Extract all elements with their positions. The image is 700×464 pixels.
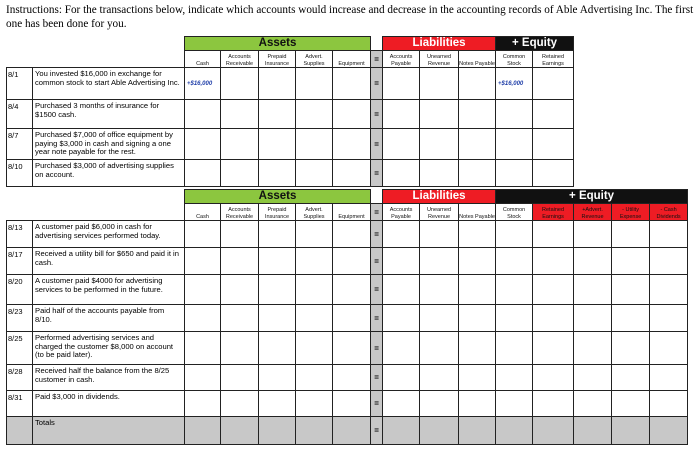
re-cell[interactable] <box>533 221 574 248</box>
transactions-table-1 <box>6 36 574 187</box>
stock-cell[interactable] <box>496 391 533 417</box>
col-cash-dividends: - Cash Dividends <box>650 204 688 221</box>
unearned-cell[interactable] <box>420 129 459 160</box>
row-description: Purchased $7,000 of office equipment by paying $3,000 in cash and signing a one year note payable for the rest. <box>33 129 185 160</box>
cash-cell[interactable] <box>185 305 221 332</box>
row-description: A customer paid $4000 for advertising services to be performed in the future. <box>33 275 185 305</box>
prepaid-cell[interactable] <box>259 305 296 332</box>
cash-cell[interactable] <box>185 248 221 275</box>
col-accounts-payable: Accounts Payable <box>383 51 420 68</box>
row-date: 8/7 <box>7 129 33 160</box>
stock-total[interactable] <box>496 417 533 445</box>
revenue-cell[interactable] <box>574 365 612 391</box>
ap-cell[interactable] <box>383 221 420 248</box>
equals-sign: = <box>371 275 383 305</box>
utility-cell[interactable] <box>612 391 650 417</box>
cash-cell[interactable] <box>185 129 221 160</box>
dividends-cell[interactable] <box>650 391 688 417</box>
dividends-cell[interactable] <box>650 305 688 332</box>
table-row <box>7 305 688 332</box>
supplies-total[interactable] <box>296 417 333 445</box>
re-cell[interactable] <box>533 68 574 100</box>
prepaid-cell[interactable] <box>259 160 296 187</box>
re-cell[interactable] <box>533 100 574 129</box>
ap-cell[interactable] <box>383 365 420 391</box>
col-prepaid-insurance: Prepaid Insurance <box>259 204 296 221</box>
ar-cell[interactable] <box>221 160 259 187</box>
notes-total[interactable] <box>459 417 496 445</box>
cash-cell[interactable] <box>185 332 221 365</box>
cash-cell[interactable]: +$16,000 <box>185 68 221 100</box>
stock-cell[interactable] <box>496 332 533 365</box>
equals-sign: = <box>371 391 383 417</box>
row-description: Paid $3,000 in dividends. <box>33 391 185 417</box>
row-date: 8/13 <box>7 221 33 248</box>
utility-cell[interactable] <box>612 305 650 332</box>
transactions-table-2 <box>6 189 688 445</box>
row-date: 8/17 <box>7 248 33 275</box>
unearned-cell[interactable] <box>420 365 459 391</box>
equity-header: + Equity <box>496 190 688 204</box>
row-description: Received a utility bill for $650 and paid it in cash. <box>33 248 185 275</box>
supplies-cell[interactable] <box>296 100 333 129</box>
prepaid-cell[interactable] <box>259 391 296 417</box>
equipment-cell[interactable] <box>333 248 371 275</box>
cash-total[interactable] <box>185 417 221 445</box>
re-cell[interactable] <box>533 160 574 187</box>
assets-header: Assets <box>185 190 371 204</box>
equals-sign: = <box>371 51 383 68</box>
col-common-stock: Common Stock <box>496 204 533 221</box>
col-advert-supplies: Advert. Supplies <box>296 51 333 68</box>
stock-cell[interactable]: +$16,000 <box>496 68 533 100</box>
notes-cell[interactable] <box>459 305 496 332</box>
row-description: A customer paid $6,000 in cash for advertising services performed today. <box>33 221 185 248</box>
prepaid-cell[interactable] <box>259 332 296 365</box>
ap-cell[interactable] <box>383 160 420 187</box>
ar-total[interactable] <box>221 417 259 445</box>
liabilities-header: Liabilities <box>383 37 496 51</box>
supplies-cell[interactable] <box>296 332 333 365</box>
utility-cell[interactable] <box>612 275 650 305</box>
table-row <box>7 100 574 129</box>
unearned-cell[interactable] <box>420 68 459 100</box>
prepaid-cell[interactable] <box>259 365 296 391</box>
notes-cell[interactable] <box>459 248 496 275</box>
re-cell[interactable] <box>533 305 574 332</box>
row-date: 8/23 <box>7 305 33 332</box>
equipment-cell[interactable] <box>333 160 371 187</box>
notes-cell[interactable] <box>459 100 496 129</box>
cash-cell[interactable] <box>185 100 221 129</box>
notes-cell[interactable] <box>459 221 496 248</box>
dividends-cell[interactable] <box>650 221 688 248</box>
equals-sign: = <box>371 305 383 332</box>
ar-cell[interactable] <box>221 100 259 129</box>
table-row <box>7 275 688 305</box>
revenue-cell[interactable] <box>574 275 612 305</box>
equipment-cell[interactable] <box>333 68 371 100</box>
col-retained-earnings: Retained Earnings <box>533 204 574 221</box>
col-unearned-revenue: Unearned Revenue <box>420 204 459 221</box>
re-cell[interactable] <box>533 365 574 391</box>
equipment-cell[interactable] <box>333 100 371 129</box>
table-row <box>7 221 688 248</box>
ap-cell[interactable] <box>383 275 420 305</box>
ap-cell[interactable] <box>383 129 420 160</box>
row-description: Performed advertising services and charged the customer $8,000 on account (to be paid later). <box>33 332 185 365</box>
stock-cell[interactable] <box>496 275 533 305</box>
ap-total[interactable] <box>383 417 420 445</box>
stock-cell[interactable] <box>496 221 533 248</box>
cash-cell[interactable] <box>185 221 221 248</box>
ar-cell[interactable] <box>221 248 259 275</box>
ap-cell[interactable] <box>383 68 420 100</box>
equals-sign: = <box>371 68 383 100</box>
supplies-cell[interactable] <box>296 221 333 248</box>
equipment-cell[interactable] <box>333 275 371 305</box>
supplies-cell[interactable] <box>296 68 333 100</box>
ar-cell[interactable] <box>221 275 259 305</box>
cash-cell[interactable] <box>185 391 221 417</box>
ar-cell[interactable] <box>221 365 259 391</box>
equals-sign: = <box>371 417 383 445</box>
equals-sign: = <box>371 204 383 221</box>
table-row <box>7 332 688 365</box>
col-accounts-payable: Accounts Payable <box>383 204 420 221</box>
notes-cell[interactable] <box>459 332 496 365</box>
re-cell[interactable] <box>533 275 574 305</box>
cash-cell[interactable] <box>185 275 221 305</box>
col-equipment: Equipment <box>333 204 371 221</box>
table-row <box>7 160 574 187</box>
utility-cell[interactable] <box>612 221 650 248</box>
ap-cell[interactable] <box>383 391 420 417</box>
col-common-stock: Common Stock <box>496 51 533 68</box>
cash-cell[interactable] <box>185 160 221 187</box>
unearned-cell[interactable] <box>420 160 459 187</box>
unearned-cell[interactable] <box>420 221 459 248</box>
revenue-total[interactable] <box>574 417 612 445</box>
unearned-cell[interactable] <box>420 248 459 275</box>
stock-cell[interactable] <box>496 100 533 129</box>
notes-cell[interactable] <box>459 391 496 417</box>
col-advert-supplies: Advert. Supplies <box>296 204 333 221</box>
instructions: Instructions: For the transactions below, indicate which accounts would increase and decrease in the accounting records of Able Advertising Inc. The first one has been done for you. <box>6 4 694 30</box>
prepaid-cell[interactable] <box>259 100 296 129</box>
col-notes-payable: Notes Payable <box>459 204 496 221</box>
ar-cell[interactable] <box>221 332 259 365</box>
col-retained-earnings: Retained Earnings <box>533 51 574 68</box>
prepaid-cell[interactable] <box>259 129 296 160</box>
ar-cell[interactable] <box>221 129 259 160</box>
col-prepaid-insurance: Prepaid Insurance <box>259 51 296 68</box>
re-cell[interactable] <box>533 129 574 160</box>
row-date: 8/4 <box>7 100 33 129</box>
row-date: 8/25 <box>7 332 33 365</box>
supplies-cell[interactable] <box>296 129 333 160</box>
stock-cell[interactable] <box>496 160 533 187</box>
ar-cell[interactable] <box>221 391 259 417</box>
stock-cell[interactable] <box>496 365 533 391</box>
row-description: Purchased $3,000 of advertising supplies on account. <box>33 160 185 187</box>
notes-cell[interactable] <box>459 365 496 391</box>
equals-sign: = <box>371 221 383 248</box>
supplies-cell[interactable] <box>296 160 333 187</box>
table-row <box>7 248 688 275</box>
re-cell[interactable] <box>533 391 574 417</box>
notes-cell[interactable] <box>459 68 496 100</box>
revenue-cell[interactable] <box>574 332 612 365</box>
revenue-cell[interactable] <box>574 221 612 248</box>
utility-cell[interactable] <box>612 248 650 275</box>
table-row <box>7 391 688 417</box>
row-description: Paid half of the accounts payable from 8/10. <box>33 305 185 332</box>
notes-cell[interactable] <box>459 275 496 305</box>
utility-total[interactable] <box>612 417 650 445</box>
col-cash: Cash <box>185 51 221 68</box>
col-accounts-receivable: Accounts Receivable <box>221 204 259 221</box>
unearned-cell[interactable] <box>420 100 459 129</box>
equipment-cell[interactable] <box>333 129 371 160</box>
table-row <box>7 365 688 391</box>
re-cell[interactable] <box>533 332 574 365</box>
equipment-cell[interactable] <box>333 305 371 332</box>
totals-label: Totals <box>33 417 185 445</box>
supplies-cell[interactable] <box>296 275 333 305</box>
unearned-cell[interactable] <box>420 332 459 365</box>
totals-row <box>7 417 688 445</box>
unearned-total[interactable] <box>420 417 459 445</box>
col-unearned-revenue: Unearned Revenue <box>420 51 459 68</box>
notes-cell[interactable] <box>459 129 496 160</box>
utility-cell[interactable] <box>612 365 650 391</box>
stock-cell[interactable] <box>496 305 533 332</box>
ap-cell[interactable] <box>383 305 420 332</box>
row-date: 8/28 <box>7 365 33 391</box>
ar-cell[interactable] <box>221 305 259 332</box>
equals-sign: = <box>371 248 383 275</box>
row-date: 8/31 <box>7 391 33 417</box>
row-description: Received half the balance from the 8/25 customer in cash. <box>33 365 185 391</box>
table-row <box>7 68 574 100</box>
equipment-cell[interactable] <box>333 221 371 248</box>
revenue-cell[interactable] <box>574 391 612 417</box>
col-equipment: Equipment <box>333 51 371 68</box>
stock-cell[interactable] <box>496 129 533 160</box>
dividends-cell[interactable] <box>650 248 688 275</box>
ap-cell[interactable] <box>383 100 420 129</box>
stock-cell[interactable] <box>496 248 533 275</box>
supplies-cell[interactable] <box>296 248 333 275</box>
notes-cell[interactable] <box>459 160 496 187</box>
equipment-cell[interactable] <box>333 332 371 365</box>
row-date: 8/20 <box>7 275 33 305</box>
prepaid-total[interactable] <box>259 417 296 445</box>
ar-cell[interactable] <box>221 221 259 248</box>
prepaid-cell[interactable] <box>259 275 296 305</box>
dividends-cell[interactable] <box>650 275 688 305</box>
dividends-cell[interactable] <box>650 365 688 391</box>
re-total[interactable] <box>533 417 574 445</box>
dividends-cell[interactable] <box>650 332 688 365</box>
ar-cell[interactable] <box>221 68 259 100</box>
unearned-cell[interactable] <box>420 275 459 305</box>
row-date: 8/1 <box>7 68 33 100</box>
cash-cell[interactable] <box>185 365 221 391</box>
equipment-cell[interactable] <box>333 391 371 417</box>
col-cash: Cash <box>185 204 221 221</box>
row-description: Purchased 3 months of insurance for $1500 cash. <box>33 100 185 129</box>
equipment-cell[interactable] <box>333 365 371 391</box>
re-cell[interactable] <box>533 248 574 275</box>
equals-sign: = <box>371 332 383 365</box>
equals-sign: = <box>371 100 383 129</box>
ap-cell[interactable] <box>383 248 420 275</box>
prepaid-cell[interactable] <box>259 221 296 248</box>
equity-header: + Equity <box>496 37 574 51</box>
equals-sign: = <box>371 365 383 391</box>
unearned-cell[interactable] <box>420 305 459 332</box>
assets-header: Assets <box>185 37 371 51</box>
equals-sign: = <box>371 129 383 160</box>
supplies-cell[interactable] <box>296 305 333 332</box>
supplies-cell[interactable] <box>296 391 333 417</box>
prepaid-cell[interactable] <box>259 68 296 100</box>
col-accounts-receivable: Accounts Receivable <box>221 51 259 68</box>
row-date: 8/10 <box>7 160 33 187</box>
supplies-cell[interactable] <box>296 365 333 391</box>
ap-cell[interactable] <box>383 332 420 365</box>
col-notes-payable: Notes Payable <box>459 51 496 68</box>
row-description: You invested $16,000 in exchange for common stock to start Able Advertising Inc. <box>33 68 185 100</box>
revenue-cell[interactable] <box>574 248 612 275</box>
col-advert-revenue: +Advert. Revenue <box>574 204 612 221</box>
col-utility-expense: - Utility Expense <box>612 204 650 221</box>
dividends-total[interactable] <box>650 417 688 445</box>
equipment-total[interactable] <box>333 417 371 445</box>
liabilities-header: Liabilities <box>383 190 496 204</box>
table-row <box>7 129 574 160</box>
equals-sign: = <box>371 160 383 187</box>
unearned-cell[interactable] <box>420 391 459 417</box>
revenue-cell[interactable] <box>574 305 612 332</box>
utility-cell[interactable] <box>612 332 650 365</box>
prepaid-cell[interactable] <box>259 248 296 275</box>
